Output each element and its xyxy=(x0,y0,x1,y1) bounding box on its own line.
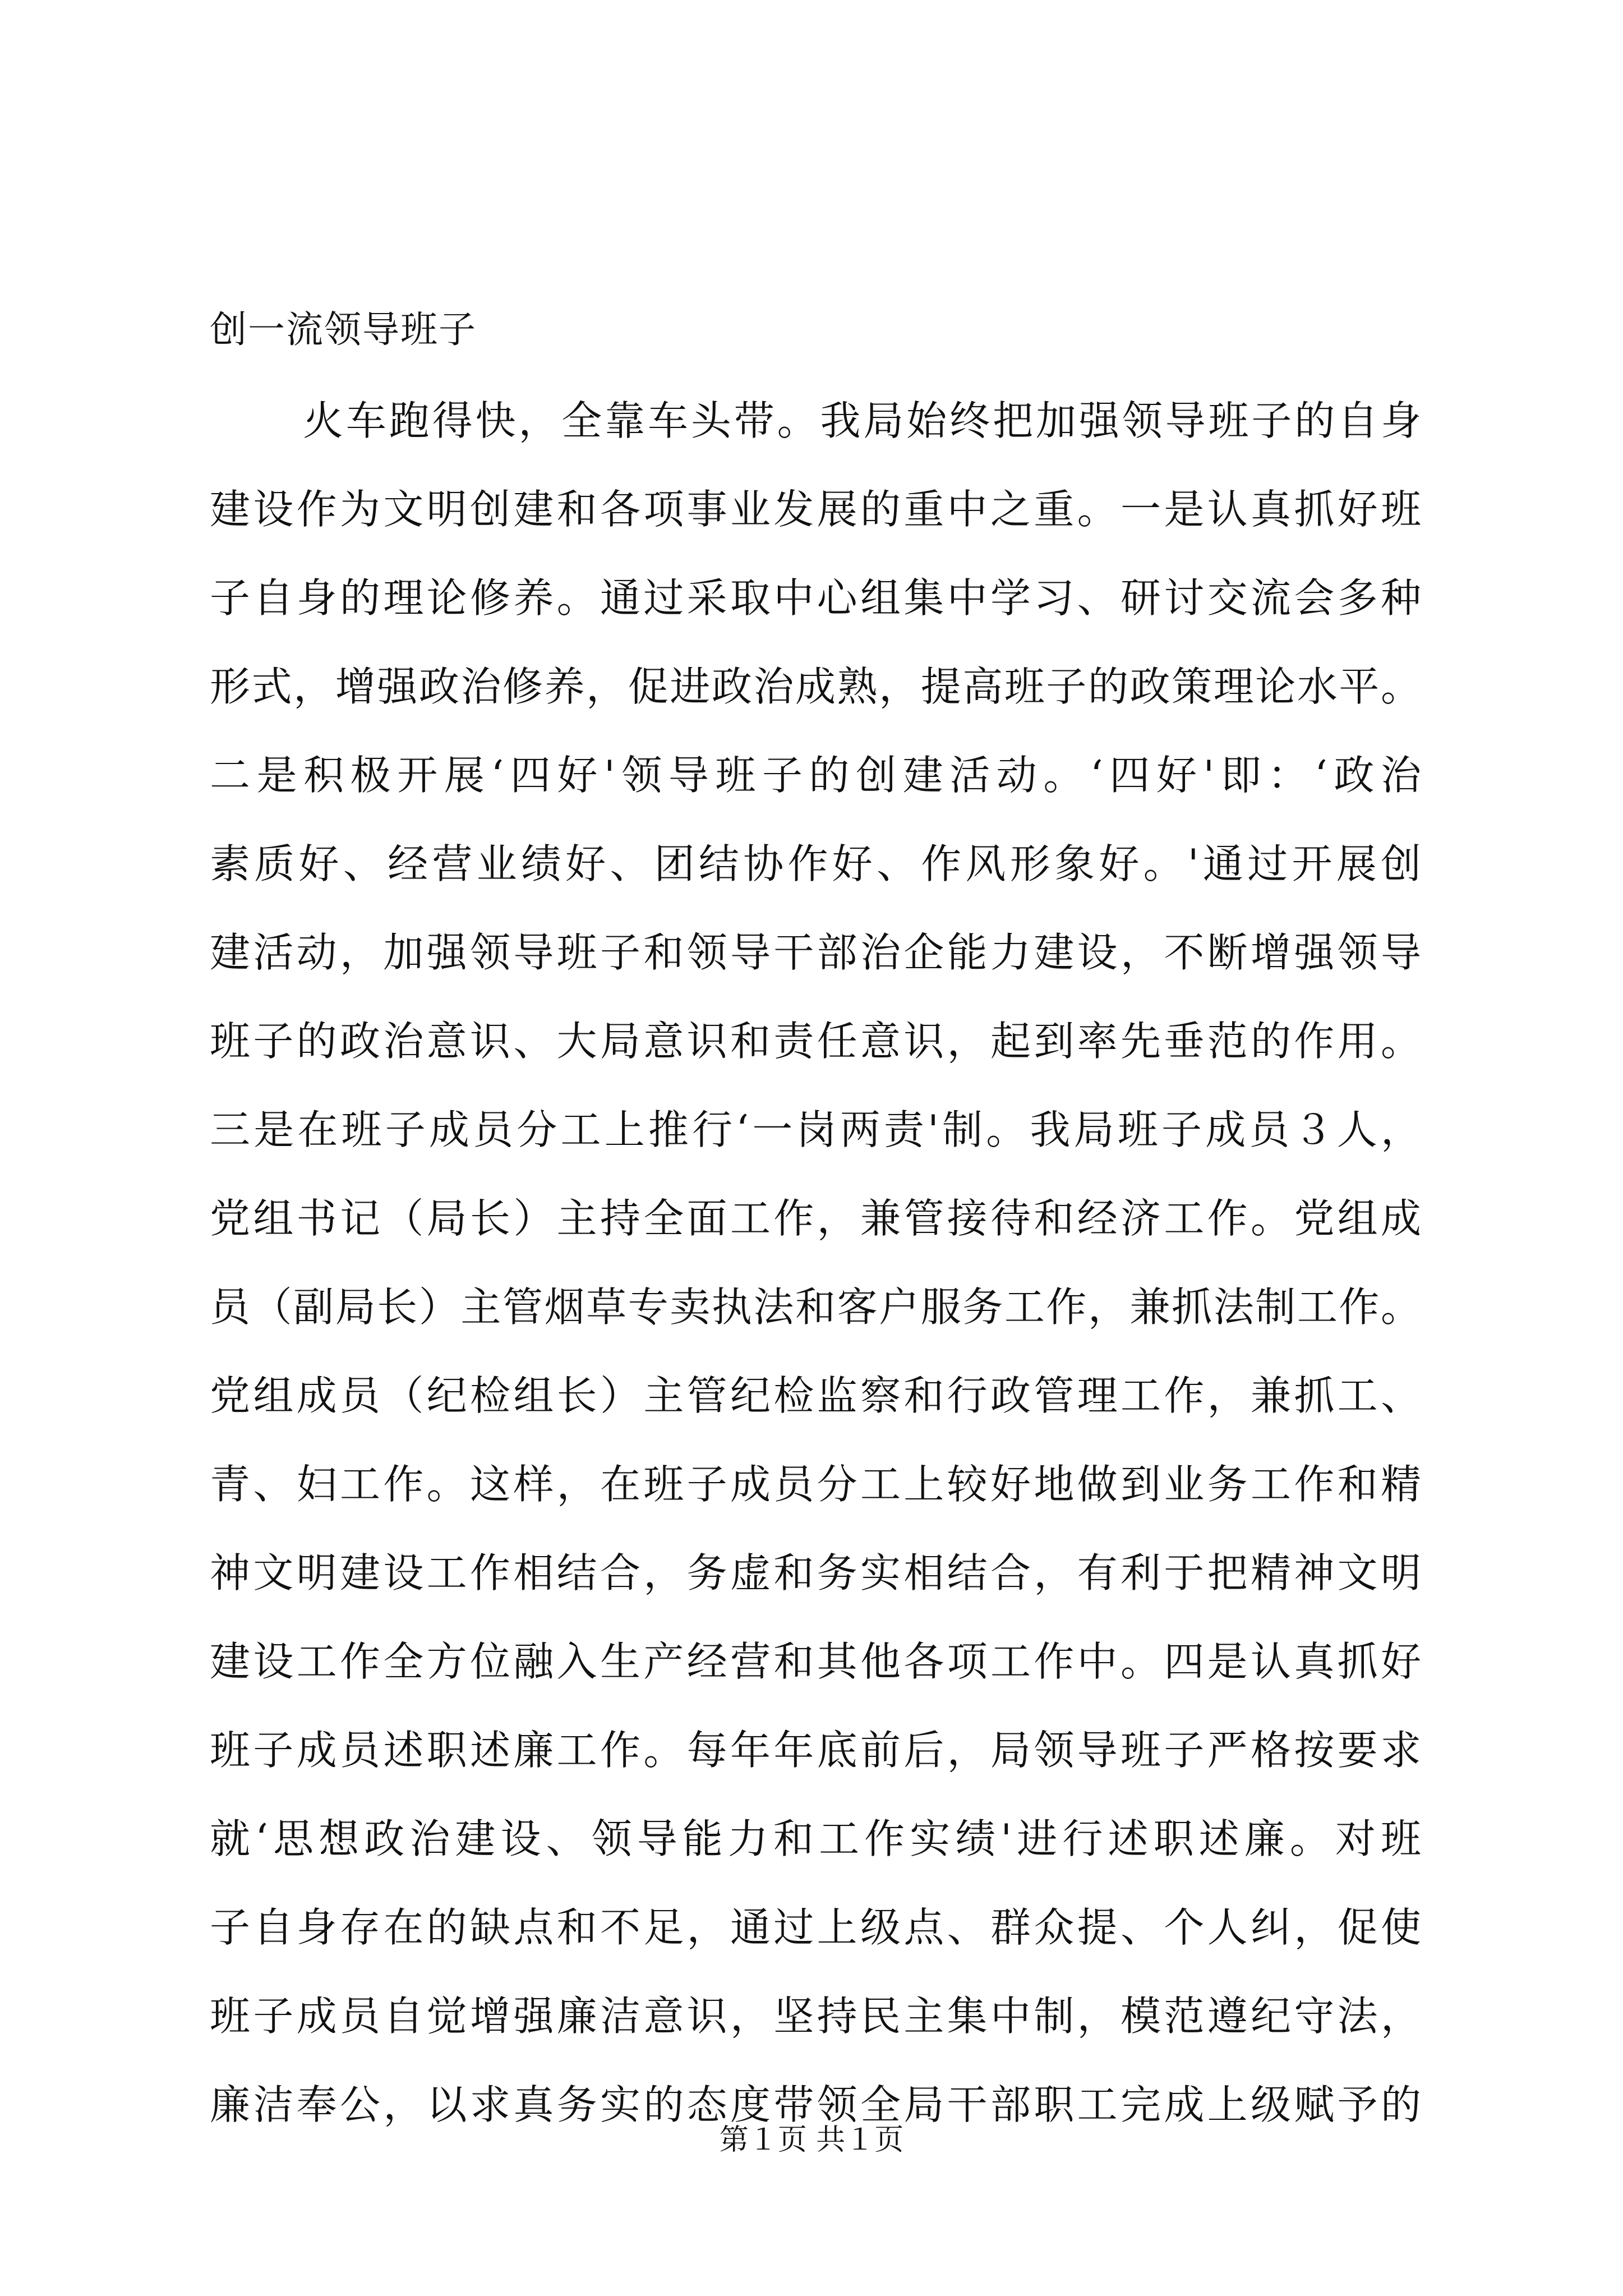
document-title: 创一流领导班子 xyxy=(210,308,477,351)
body-line: 建活动，加强领导班子和领导干部治企能力建设，不断增强领导 xyxy=(210,929,1421,976)
body-line: 建设作为文明创建和各项事业发展的重中之重。一是认真抓好班 xyxy=(210,486,1421,533)
body-line: 三是在班子成员分工上推行‘一岗两责'制。我局班子成员３人， xyxy=(210,1106,1421,1153)
body-line: 子自身存在的缺点和不足，通过上级点、群众提、个人纠，促使 xyxy=(210,1904,1421,1951)
body-line: 子自身的理论修养。通过采取中心组集中学习、研讨交流会多种 xyxy=(210,574,1421,622)
body-line: 二是积极开展‘四好'领导班子的创建活动。‘四好'即：‘政治 xyxy=(210,752,1421,799)
body-line: 素质好、经营业绩好、团结协作好、作风形象好。'通过开展创 xyxy=(210,840,1421,887)
body-line: 党组书记（局长）主持全面工作，兼管接待和经济工作。党组成 xyxy=(210,1195,1421,1242)
page-number-footer: 第１页 共１页 xyxy=(719,2123,904,2157)
body-line: 班子成员述职述廉工作。每年年底前后，局领导班子严格按要求 xyxy=(210,1727,1421,1774)
body-line: 形式，增强政治修养，促进政治成熟，提高班子的政策理论水平。 xyxy=(210,663,1421,710)
body-line: 员（副局长）主管烟草专卖执法和客户服务工作，兼抓法制工作。 xyxy=(210,1283,1421,1331)
body-line: 党组成员（纪检组长）主管纪检监察和行政管理工作，兼抓工、 xyxy=(210,1372,1421,1419)
body-line: 青、妇工作。这样，在班子成员分工上较好地做到业务工作和精 xyxy=(210,1461,1421,1508)
body-line: 班子成员自觉增强廉洁意识，坚持民主集中制，模范遵纪守法， xyxy=(210,1993,1421,2040)
body-line: 就‘思想政治建设、领导能力和工作实绩'进行述职述廉。对班 xyxy=(210,1815,1421,1862)
body-line: 神文明建设工作相结合，务虚和务实相结合，有利于把精神文明 xyxy=(210,1549,1421,1596)
body-line: 火车跑得快，全靠车头带。我局始终把加强领导班子的自身 xyxy=(303,397,1421,444)
body-line: 建设工作全方位融入生产经营和其他各项工作中。四是认真抓好 xyxy=(210,1638,1421,1685)
body-line: 廉洁奉公，以求真务实的态度带领全局干部职工完成上级赋予的 xyxy=(210,2081,1421,2128)
body-line: 班子的政治意识、大局意识和责任意识，起到率先垂范的作用。 xyxy=(210,1018,1421,1065)
